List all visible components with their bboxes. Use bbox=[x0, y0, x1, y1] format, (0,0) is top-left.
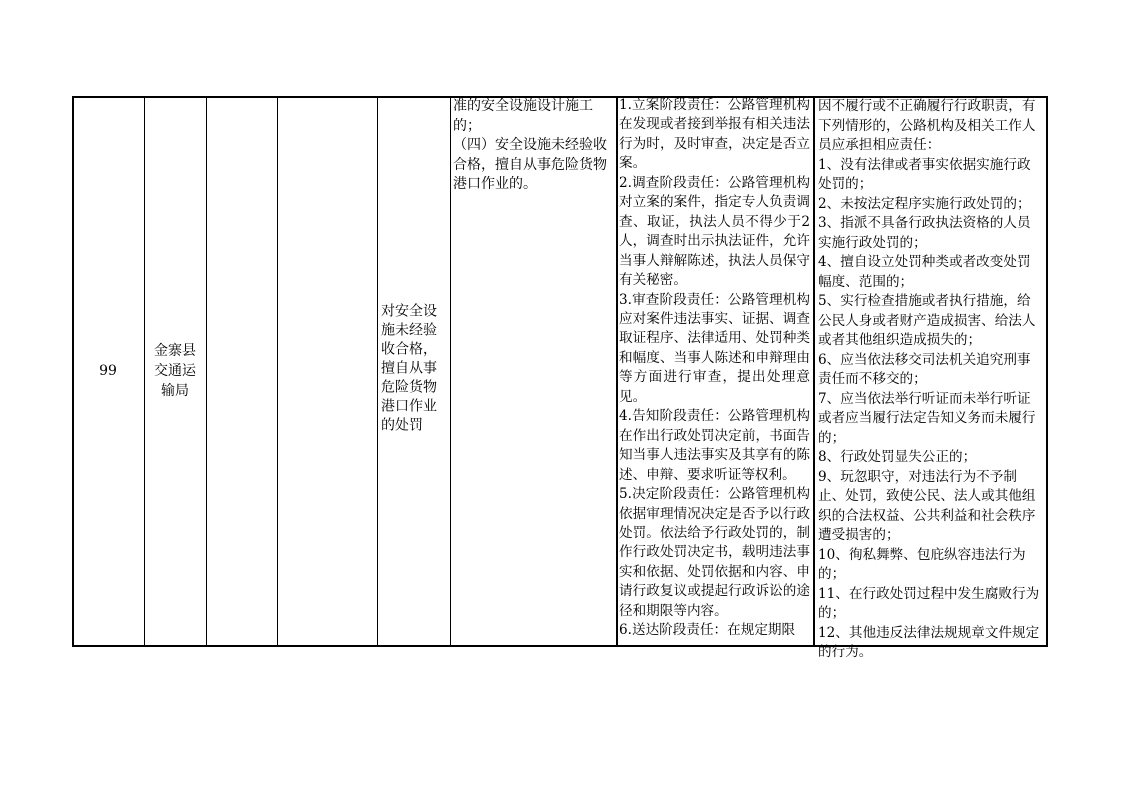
accountability-item: 11、在行政处罚过程中发生腐败行为的； bbox=[818, 585, 1040, 621]
accountability-item: 10、徇私舞弊、包庇纵容违法行为的； bbox=[818, 546, 1026, 582]
responsibility-item: 5.决定阶段责任：公路管理机构依据审理情况决定是否予以行政处罚。依法给予行政处罚的，制作行政处罚决定书，载明违法事实和依据、处罚依据和内容、申请行政复议或提起行政诉讼的途径和期限等内容。 bbox=[619, 486, 810, 619]
legal-basis-paragraph: 准的安全设施设计施工的； bbox=[453, 98, 593, 134]
legal-basis-paragraph: （四）安全设施未经验收合格，擅自从事危险货物港口作业的。 bbox=[453, 137, 607, 193]
accountability-item: 2、未按法定程序实施行政处罚的； bbox=[818, 195, 1031, 212]
table-continuation bbox=[72, 96, 1046, 660]
accountability-text bbox=[813, 97, 1046, 663]
column-divider bbox=[450, 96, 451, 645]
accountability-item: 7、应当依法举行听证而未举行听证或者应当履行法定告知义务而未履行的； bbox=[818, 390, 1036, 446]
responsibility-item: 2.调查阶段责任：公路管理机构对立案的案件，指定专人负责调查、取证，执法人员不得少于2人，调查时出示执法证件，允许当事人辩解陈述，执法人员保守有关秘密。 bbox=[619, 174, 810, 289]
legal-basis-cell bbox=[450, 96, 616, 645]
responsibility-item: 6.送达阶段责任：在规定期限 bbox=[619, 622, 796, 639]
department-cell bbox=[144, 96, 206, 645]
empty-cell bbox=[277, 96, 377, 645]
responsibility-item: 4.告知阶段责任：公路管理机构在作出行政处罚决定前，书面告知当事人违法事实及其享有的陈述、申辩、要求听证等权利。 bbox=[619, 408, 810, 483]
column-divider bbox=[377, 96, 378, 645]
item-name-cell bbox=[377, 96, 450, 645]
accountability-cell bbox=[813, 96, 1046, 660]
column-divider bbox=[616, 96, 618, 645]
accountability-item: 3、指派不具备行政执法资格的人员实施行政处罚的； bbox=[818, 215, 1031, 251]
accountability-item: 5、实行检查措施或者执行措施，给公民人身或者财产造成损害、给法人或者其他组织造成损失的； bbox=[818, 293, 1036, 348]
department-name: 金寨县交通运输局 bbox=[154, 343, 196, 399]
accountability-item: 因不履行或不正确履行行政职责，有下列情形的，公路机构及相关工作人员应承担相应责任： bbox=[818, 98, 1036, 153]
accountability-item: 6、应当依法移交司法机关追究刑事责任而不移交的； bbox=[818, 351, 1031, 387]
accountability-item: 8、行政处罚显失公正的； bbox=[818, 449, 977, 465]
responsibilities-cell bbox=[616, 96, 813, 645]
row-number: 99 bbox=[99, 362, 117, 379]
column-divider bbox=[277, 96, 278, 645]
responsibilities-text bbox=[616, 96, 813, 641]
item-name: 对安全设施未经验收合格，擅自从事危险货物港口作业的处罚 bbox=[381, 303, 437, 434]
column-divider bbox=[206, 96, 207, 645]
accountability-item: 1、没有法律或者事实依据实施行政处罚的； bbox=[818, 156, 1031, 192]
column-divider bbox=[813, 96, 815, 645]
accountability-item: 12、其他违反法律法规规章文件规定的行为。 bbox=[818, 624, 1040, 660]
accountability-item: 4、擅自设立处罚种类或者改变处罚幅度、范围的； bbox=[818, 254, 1031, 290]
empty-cell bbox=[206, 96, 277, 645]
row-number-cell bbox=[72, 96, 144, 645]
responsibility-item: 3.审查阶段责任：公路管理机构应对案件违法事实、证据、调查取证程序、法律适用、处罚种类和幅度、当事人陈述和申辩理由等方面进行审查，提出处理意见。 bbox=[619, 291, 810, 405]
accountability-item: 9、玩忽职守，对违法行为不予制止、处罚，致使公民、法人或其他组织的合法权益、公共利益和社会秩序遭受损害的； bbox=[818, 468, 1036, 543]
legal-basis-text bbox=[450, 97, 616, 195]
responsibility-item: 1.立案阶段责任：公路管理机构在发现或者接到举报有相关违法行为时，及时审查，决定是否立案。 bbox=[619, 97, 810, 172]
column-divider bbox=[144, 96, 145, 645]
